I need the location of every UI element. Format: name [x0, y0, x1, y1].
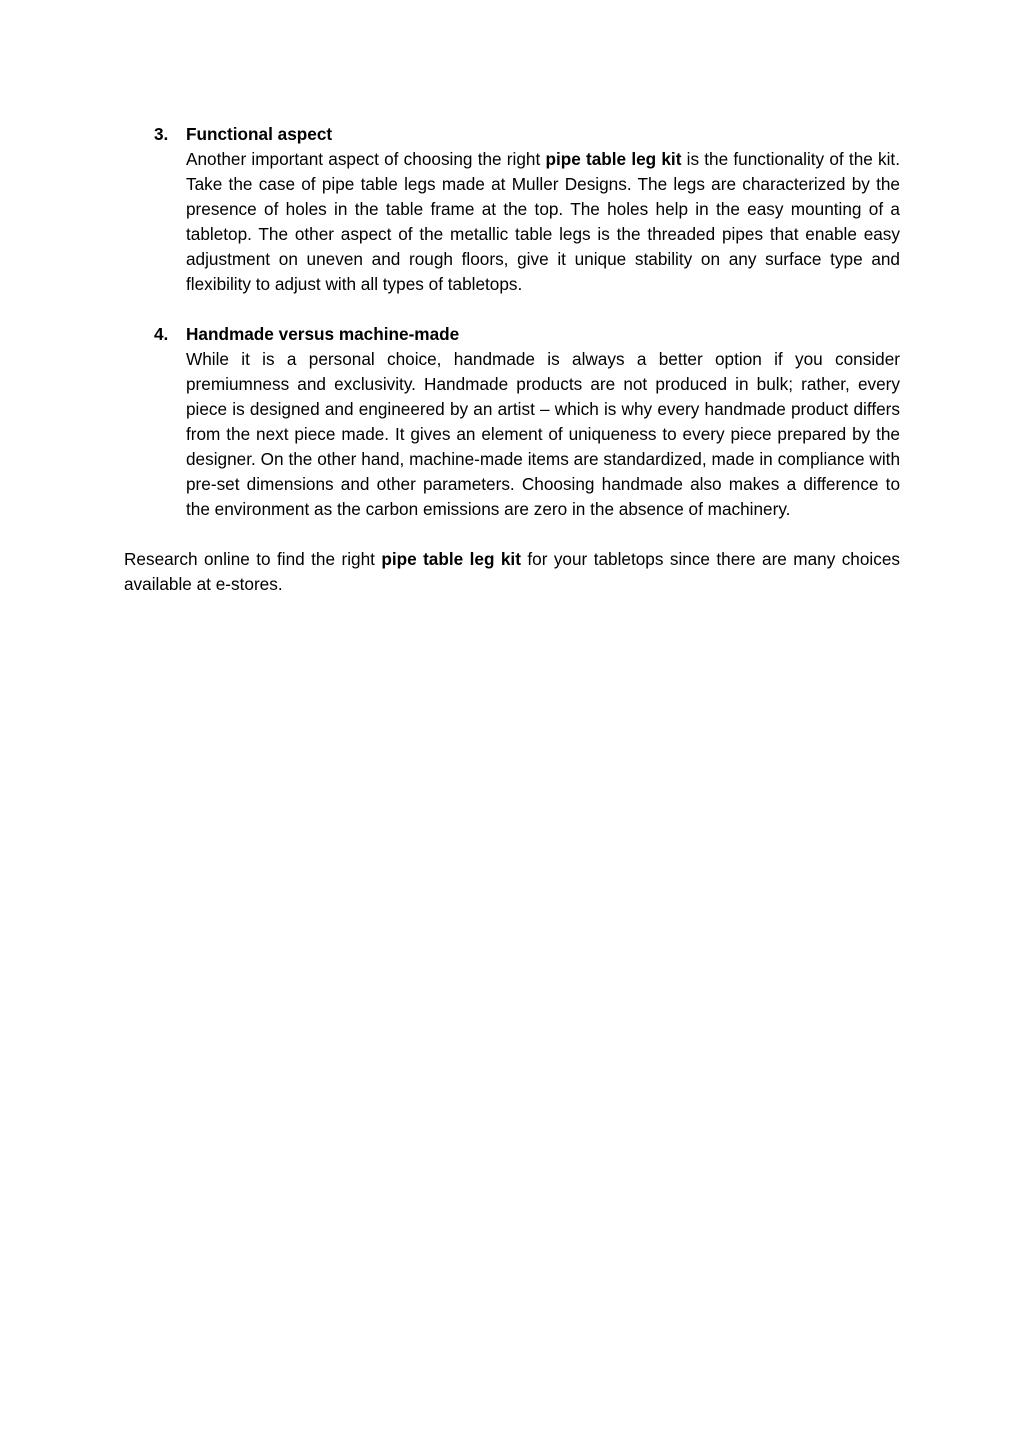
body-text: is the functionality of the kit. Take the case of pipe table legs made at Muller Designs. The legs are characterized by the presence of holes in the table frame at the top. The holes help in the easy mounting of a tabletop. The other aspect of the metallic table legs is the threaded pipes that enable easy adjustment on uneven and rough floors, give it unique stability on any surface type and flexibility to adjust with all types of tabletops. — [186, 149, 900, 294]
list-item-number: 4. — [154, 324, 169, 344]
list-item-body: While it is a personal choice, handmade is always a better option if you consider premiumness and exclusivity. Handmade products are not produced in bulk; rather, every piece is designed and engineered by an artist – which is why every handmade product differs from the next piece made. It gives an element of uniqueness to every piece prepared by the designer. On the other hand, machine-made items are standardized, made in compliance with pre-set dimensions and other parameters. Choosing handmade also makes a difference to the environment as the carbon emissions are zero in the absence of machinery. — [186, 349, 900, 519]
keyword-bold: pipe table leg kit — [381, 549, 521, 569]
list-item-heading: Handmade versus machine-made — [186, 324, 460, 344]
body-text: for your tabletops since there are many choices available at e-stores. — [124, 549, 900, 594]
body-text: Research online to find the right — [124, 549, 382, 569]
list-item-handmade-vs-machine — [124, 322, 900, 522]
list-item-body — [186, 147, 900, 297]
keyword-bold: pipe table leg kit — [545, 149, 682, 169]
closing-paragraph — [124, 547, 900, 597]
list-item-number: 3. — [154, 124, 169, 144]
list-item-heading: Functional aspect — [186, 124, 333, 144]
list-item-functional-aspect — [124, 122, 900, 297]
document-page — [124, 122, 900, 597]
body-text: Another important aspect of choosing the right — [186, 149, 546, 169]
